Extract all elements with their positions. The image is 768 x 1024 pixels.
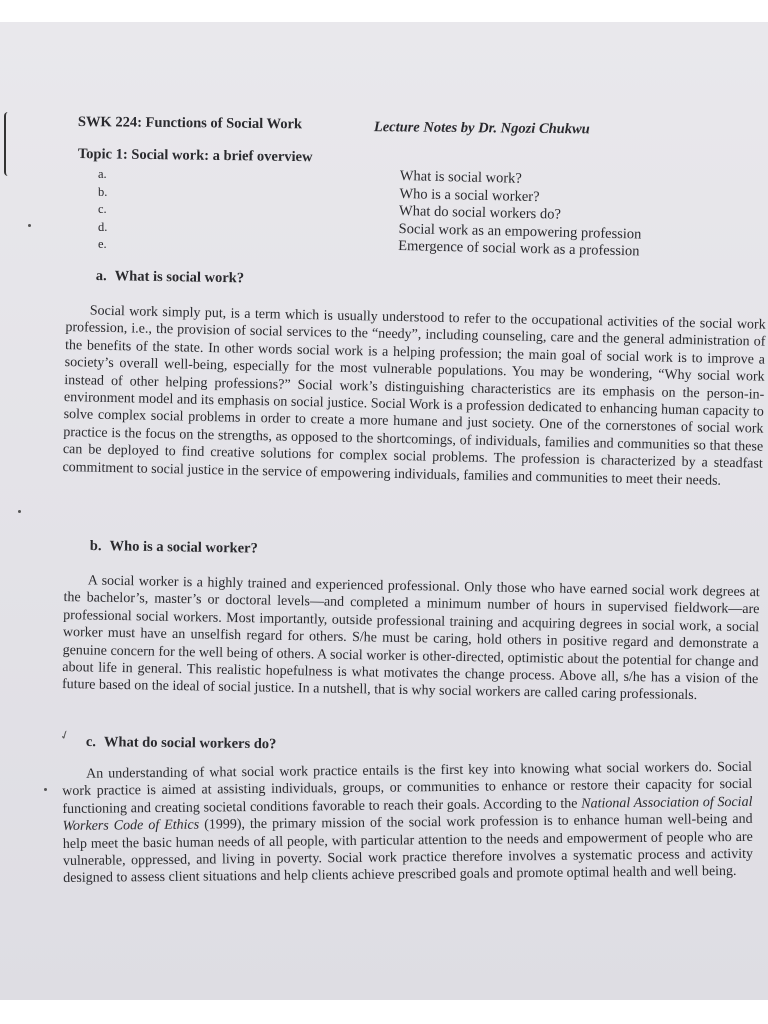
toc-item: Who is a social worker? (399, 185, 540, 205)
topic-title: Topic 1: Social work: a brief overview (77, 146, 313, 166)
document-page (0, 22, 768, 1000)
section-paragraph-b (62, 572, 760, 706)
lecture-author: Lecture Notes by Dr. Ngozi Chukwu (373, 119, 590, 138)
toc-item: What do social workers do? (398, 202, 562, 223)
toc-item: Social work as an empowering profession (398, 220, 642, 242)
toc-letters (98, 166, 107, 254)
section-letter: a. (95, 268, 107, 285)
paragraph-text: A social worker is a highly trained and experienced professional. Only those who have earned social work degrees at the bachelor’s, master’s or doctoral levels—and completed a minimum number of hours in supervised fieldwork—are professional social workers. Most importantly, outside professional training and acquiring degrees in social work, a social worker must have an unselfish regard for others. S/he must be caring, hold others in positive regard and demonstrate a genuine concern for the well being of others. A social worker is other-directed, optimistic about the potential for change and about life in general. This realistic hopefulness is what motivates the change process. Above all, s/he has a vision of the future based on the ideal of social justice. In a nutshell, that is why social workers are called caring professionals. (61, 573, 760, 704)
paragraph-text: Social work simply put, is a term which is usually understood to refer to the occupational activities of the social work profession, i.e., the provision of social services to the “needy”, including counseling, care and the general administration of the benefits of the state. In other words social work is a helping profession; the main goal of social work is to improve a society’s overall well-being, especially for the most vulnerable populations. You may be wondering, “Why social work instead of other helping professions?” Social work’s distinguishing characteristics are its emphasis on the person-in-environment model and its emphasis on social justice. Social Work is a profession dedicated to enhancing human capacity to solve complex social problems in order to create a more humane and just society. One of the cornerstones of social work practice is the focus on the strengths, as opposed to the shortcomings, of individuals, families and communities so that these can be deployed to find creative solutions for complex social problems. The profession is characterized by a steadfast commitment to social justice in the service of empowering individuals, families and communities to meet their needs. (62, 303, 766, 489)
section-paragraph-a (62, 302, 765, 491)
paragraph-text: An understanding of what social work practice entails is the first key into knowing what social workers do. Social work practice is aimed at assisting individuals, groups, or communities to enhance or restore their capacity for social functioning and creating societal conditions favorable to reach their goals. According to the (62, 759, 753, 817)
stray-dot (18, 510, 21, 513)
section-heading-c (86, 734, 277, 753)
section-letter: b. (89, 538, 102, 555)
section-heading-b (90, 538, 258, 558)
course-title: SWK 224: Functions of Social Work (77, 114, 303, 133)
toc-items (398, 168, 643, 261)
toc-letter: b. (98, 184, 108, 199)
toc-letter: a. (98, 167, 107, 181)
toc-letter: e. (98, 237, 107, 251)
pencil-tick-mark: ✓ (57, 726, 72, 744)
section-title: What is social work? (114, 268, 245, 287)
section-title: Who is a social worker? (109, 538, 258, 557)
section-letter: c. (85, 734, 97, 751)
paragraph-text: (1999), the primary mission of the social work profession is to enhance human well-being and help meet the basic human needs of all people, with particular attention to the needs and empowerment of people who are vulnerable, oppressed, and living in poverty. Social work practice therefore involves a systematic process and activity designed to assess client situations and help clients achieve prescribed goals and promote optimal health and well being. (62, 811, 754, 887)
binder-mark (4, 112, 10, 176)
toc-letter: d. (98, 219, 108, 234)
section-heading-a (96, 268, 244, 287)
toc-item: What is social work? (399, 168, 522, 187)
toc-item: Emergence of social work as a profession (398, 237, 640, 260)
section-title: What do social workers do? (103, 734, 277, 753)
document-header (77, 114, 638, 138)
section-paragraph-c (62, 759, 753, 888)
code-of-ethics-citation: National Association of Social Workers Code of Ethics (62, 794, 753, 835)
stray-dot (44, 788, 47, 791)
toc-letter: c. (98, 202, 107, 216)
stray-dot (28, 224, 31, 227)
